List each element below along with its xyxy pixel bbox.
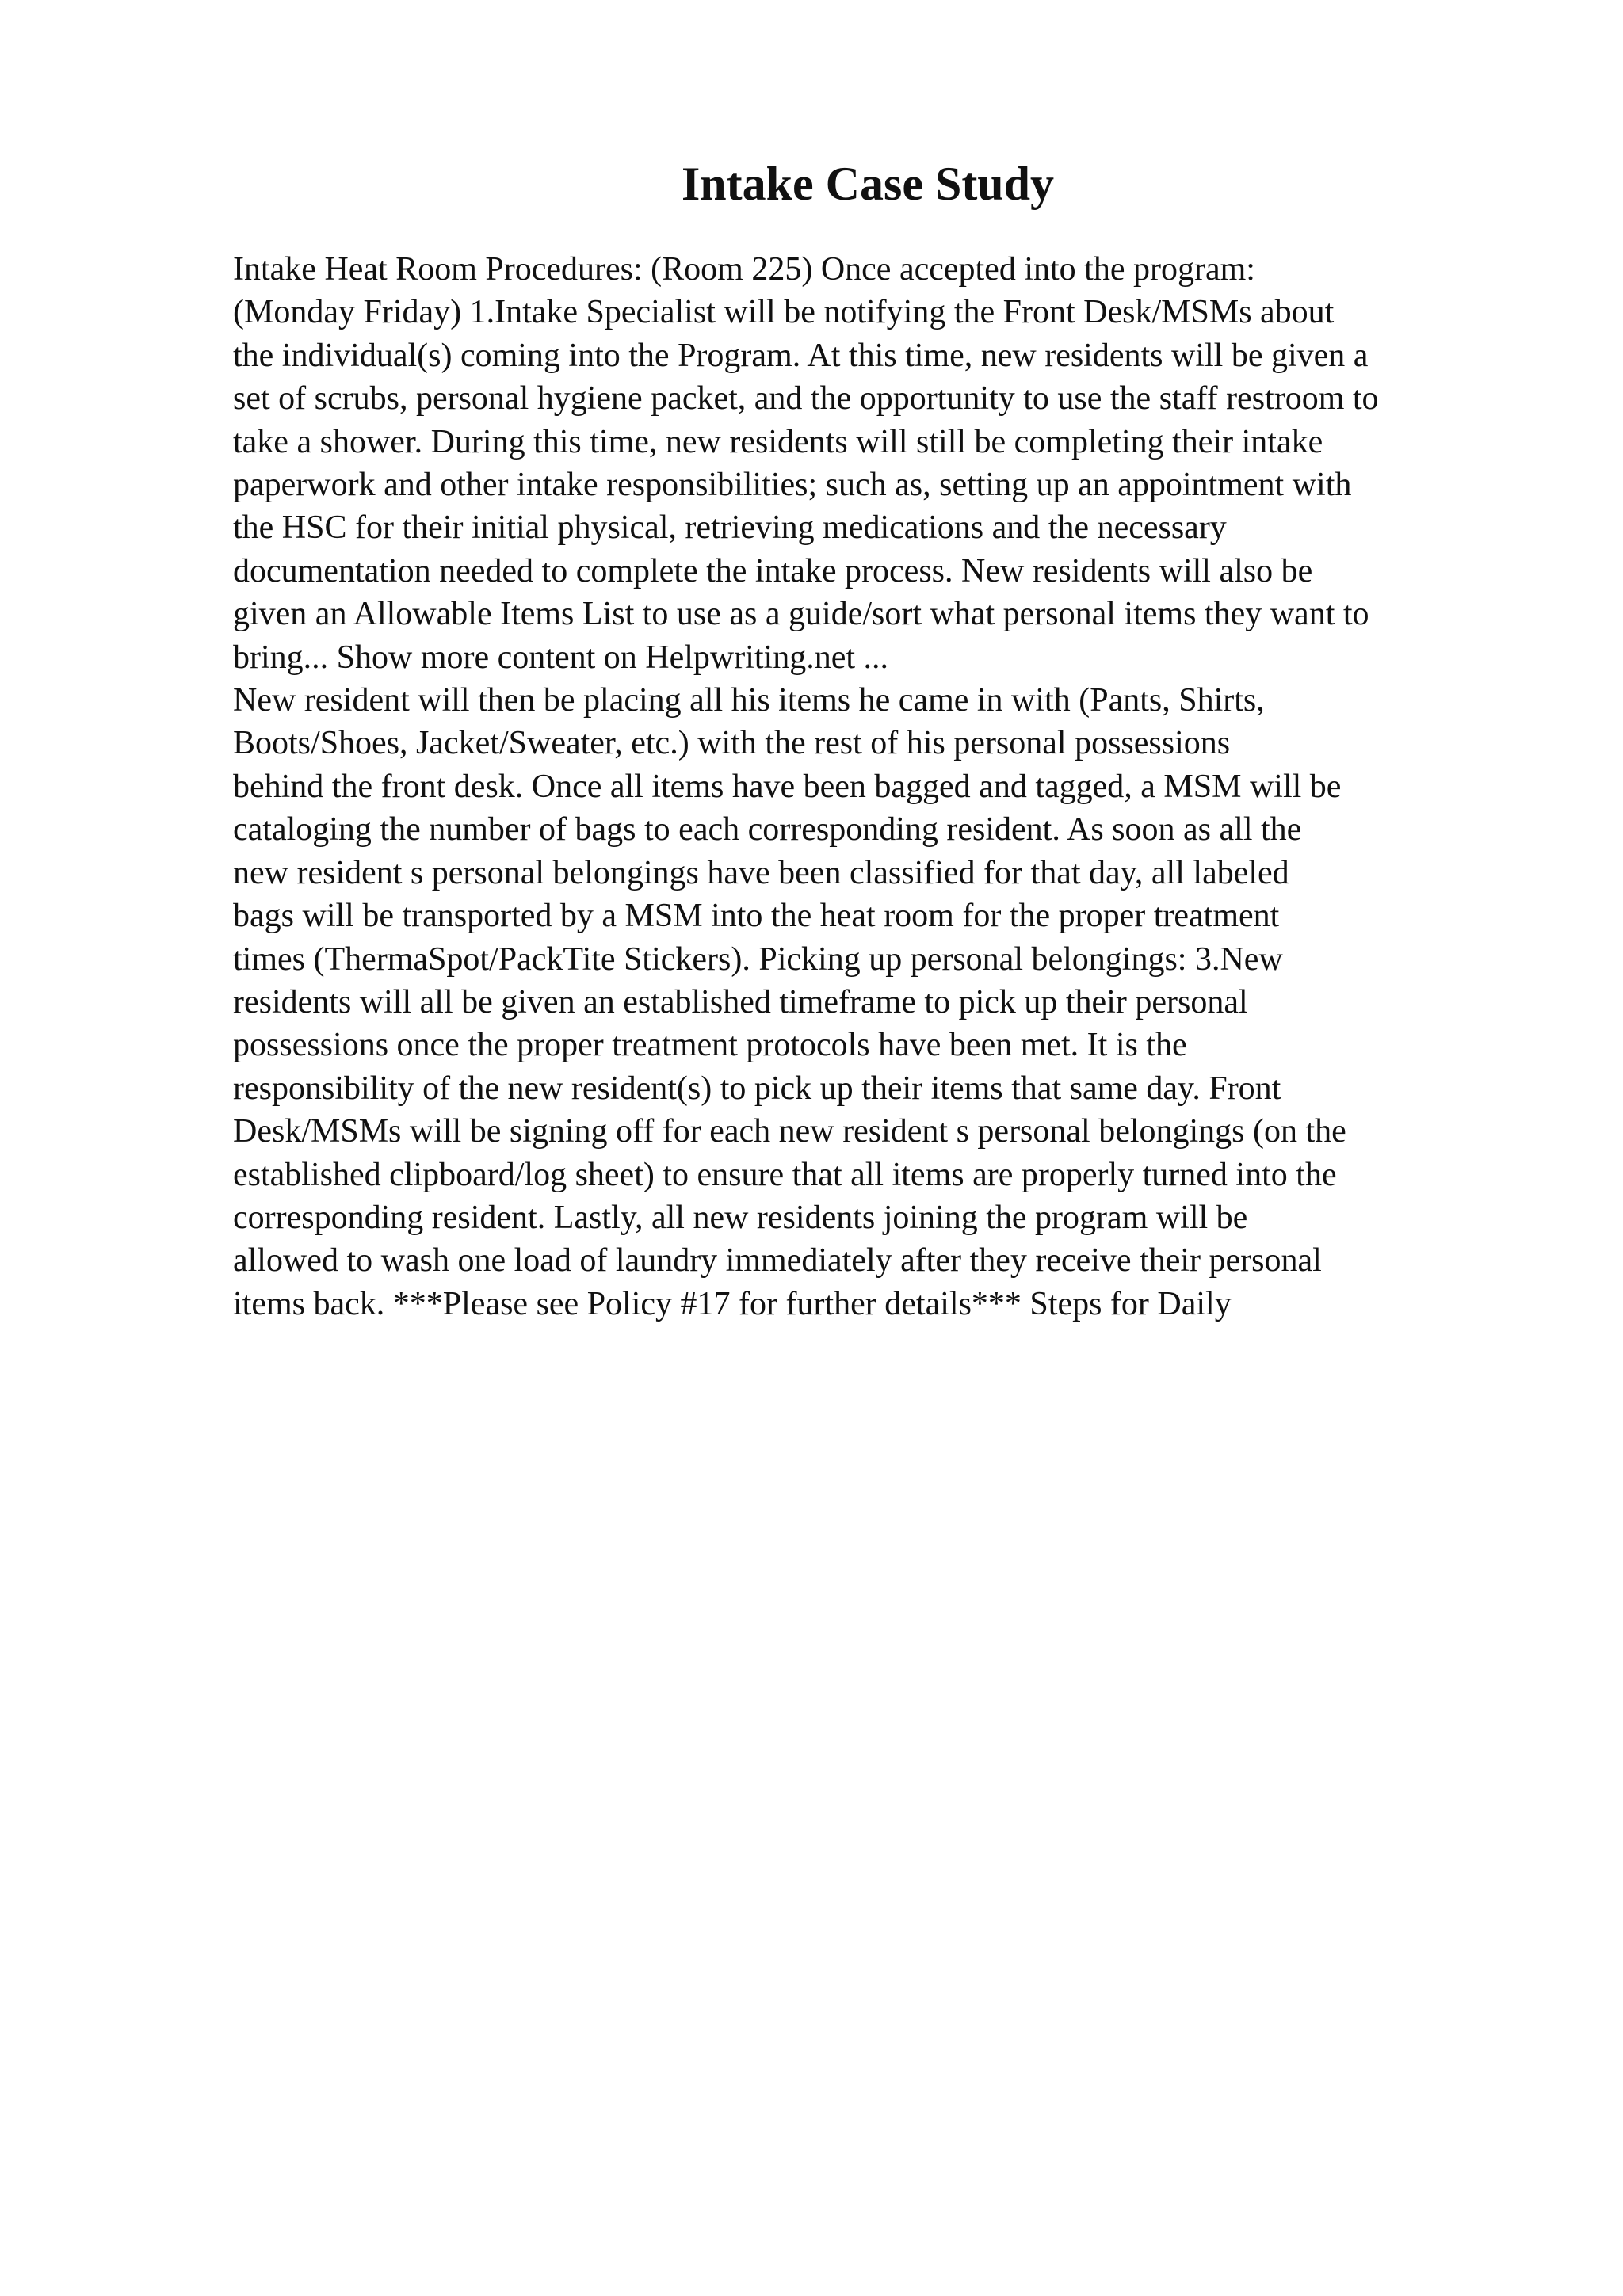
- body-text-line: the individual(s) coming into the Program. At this time, new residents will be given a: [233, 337, 1369, 374]
- body-text-line: Desk/MSMs will be signing off for each new resident s personal belongings (on the: [233, 1113, 1346, 1150]
- body-text-line: Intake Heat Room Procedures: (Room 225) Once accepted into the program:: [233, 251, 1255, 288]
- body-text-line: take a shower. During this time, new residents will still be completing their intake: [233, 423, 1323, 460]
- body-text-line: given an Allowable Items List to use as a guide/sort what personal items they want to: [233, 596, 1369, 633]
- body-text-line: corresponding resident. Lastly, all new residents joining the program will be: [233, 1199, 1248, 1236]
- body-text-line: documentation needed to complete the intake process. New residents will also be: [233, 552, 1313, 589]
- body-text-line: New resident will then be placing all his items he came in with (Pants, Shirts,: [233, 682, 1265, 719]
- body-text-line: new resident s personal belongings have been classified for that day, all labeled: [233, 854, 1289, 891]
- body-text-line: allowed to wash one load of laundry immediately after they receive their personal: [233, 1242, 1322, 1280]
- body-text-line: Boots/Shoes, Jacket/Sweater, etc.) with the rest of his personal possessions: [233, 725, 1231, 762]
- body-text-line: items back. ***Please see Policy #17 for further details*** Steps for Daily: [233, 1285, 1232, 1322]
- body-text-line: responsibility of the new resident(s) to pick up their items that same day. Front: [233, 1070, 1281, 1107]
- body-text-line: set of scrubs, personal hygiene packet, and the opportunity to use the staff restroom to: [233, 380, 1379, 418]
- body-text-line: times (ThermaSpot/PackTite Stickers). Picking up personal belongings: 3.New: [233, 940, 1283, 978]
- document-body: [233, 248, 1612, 1325]
- body-text-line: bags will be transported by a MSM into the heat room for the proper treatment: [233, 898, 1280, 935]
- body-text-line: the HSC for their initial physical, retrieving medications and the necessary: [233, 509, 1227, 547]
- document-title: Intake Case Study: [681, 158, 1055, 210]
- body-text-line: possessions once the proper treatment protocols have been met. It is the: [233, 1027, 1187, 1064]
- body-text-line: cataloging the number of bags to each corresponding resident. As soon as all the: [233, 811, 1302, 849]
- body-text-line: behind the front desk. Once all items have been bagged and tagged, a MSM will be: [233, 768, 1342, 805]
- body-text-line: residents will all be given an established timeframe to pick up their personal: [233, 983, 1248, 1020]
- body-text-line: paperwork and other intake responsibilities; such as, setting up an appointment with: [233, 467, 1352, 504]
- body-text-line: bring... Show more content on Helpwriting.net ...: [233, 639, 889, 676]
- body-text-line: (Monday Friday) 1.Intake Specialist will be notifying the Front Desk/MSMs about: [233, 294, 1335, 331]
- body-text-line: established clipboard/log sheet) to ensure that all items are properly turned into the: [233, 1156, 1337, 1193]
